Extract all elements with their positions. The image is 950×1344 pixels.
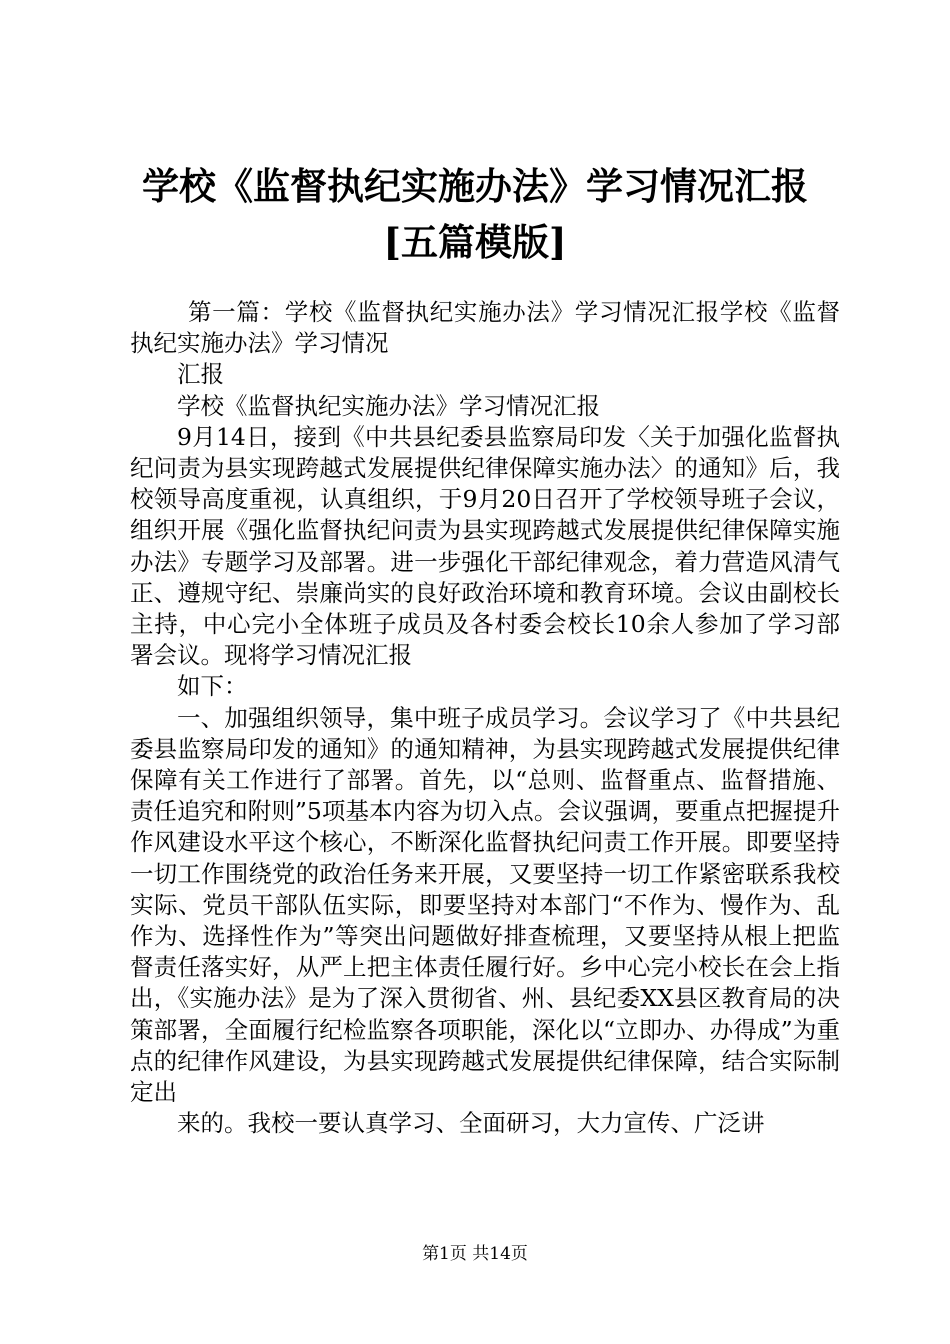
paragraph-chapter-heading: 第一篇：学校《监督执纪实施办法》学习情况汇报学校《监督执纪实施办法》学习情况 [130,298,840,358]
paragraph-continuation: 来的。我校一要认真学习、全面研习，大力宣传、广泛讲 [177,1109,765,1138]
document-body [130,297,840,1139]
paragraph-as-follows: 如下： [177,672,248,701]
paragraph-section-one: 一、加强组织领导，集中班子成员学习。会议学习了《中共县纪委县监察局印发的通知》的通知精神，为县实现跨越式发展提供纪律保障有关工作进行了部署。首先，以“总则、监督重点、监督措施、责任追究和附则”5项基本内容为切入点。会议强调，要重点把握提升作风建设水平这个核心，不断深化监督执纪问责工作开展。即要坚持一切工作围绕党的政治任务来开展，又要坚持一切工作紧密联系我校实际、党员干部队伍实际，即要坚持对本部门“不作为、慢作为、乱作为、选择性作为”等突出问题做好排查梳理，又要坚持从根上把监督责任落实好，从严上把主体责任履行好。乡中心完小校长在会上指出，《实施办法》是为了深入贯彻省、州、县纪委XX县区教育局的决策部署，全面履行纪检监察各项职能，深化以“立即办、办得成”为重点的纪律作风建设，为县实现跨越式发展提供纪律保障，结合实际制定出 [130,703,840,1107]
page-number: 第1页 共14页 [422,1244,528,1264]
paragraph-report-title: 学校《监督执纪实施办法》学习情况汇报 [177,391,600,420]
paragraph-intro: 9月14日，接到《中共县纪委县监察局印发〈关于加强化监督执纪问责为县实现跨越式发展提供纪律保障实施办法〉的通知》后，我校领导高度重视，认真组织，于9月20日召开了学校领导班子会议，组织开展《强化监督执纪问责为县实现跨越式发展提供纪律保障实施办法》专题学习及部署。进一步强化干部纪律观念，着力营造风清气正、遵规守纪、崇廉尚实的良好政治环境和教育环境。会议由副校长主持，中心完小全体班子成员及各村委会校长10余人参加了学习部署会议。现将学习情况汇报 [130,422,840,670]
document-title: 学校《监督执纪实施办法》学习情况汇报[五篇模版] [142,164,808,264]
paragraph-heading-continuation: 汇报 [177,360,224,389]
